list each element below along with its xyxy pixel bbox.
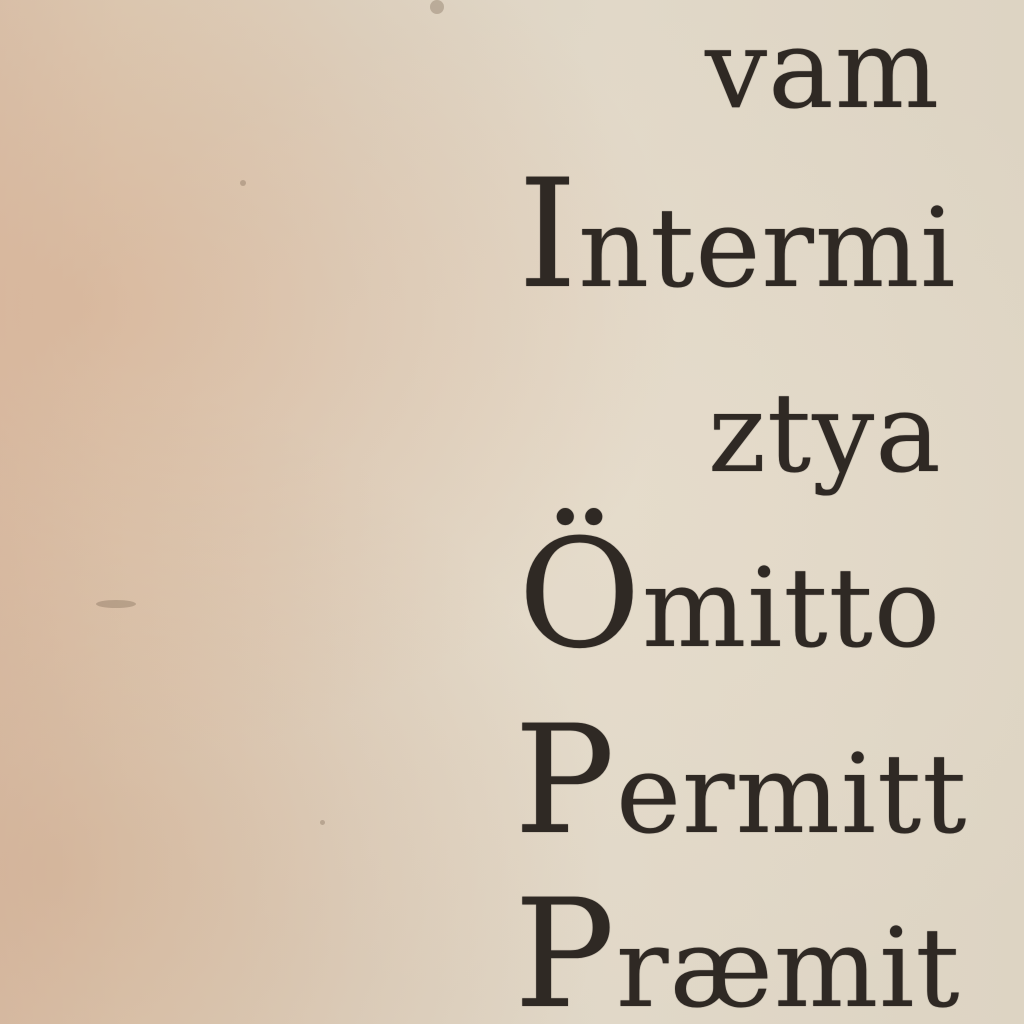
- paper-speck: [320, 820, 325, 825]
- word-vam: vam: [705, 5, 941, 133]
- paper-speck: [96, 600, 136, 608]
- text-line-ztya: [708, 369, 942, 497]
- word-praemit: ræmit: [615, 904, 961, 1024]
- text-line-permitt: [514, 694, 968, 868]
- initial-capital: P: [514, 694, 616, 868]
- initial-capital: I: [518, 148, 579, 322]
- word-intermi: ntermi: [578, 184, 957, 312]
- initial-capital: P: [514, 868, 616, 1024]
- paper-speck: [240, 180, 246, 186]
- text-line-omitto: [518, 508, 942, 682]
- word-omitto: mitto: [641, 544, 942, 672]
- paper-speck: [430, 0, 444, 14]
- text-line-vam: [705, 5, 941, 133]
- text-line-praemit: [514, 868, 961, 1024]
- word-permitt: ermitt: [615, 730, 968, 858]
- text-line-intermi: [518, 148, 957, 322]
- word-ztya: ztya: [708, 369, 942, 497]
- initial-capital: Ö: [518, 508, 642, 682]
